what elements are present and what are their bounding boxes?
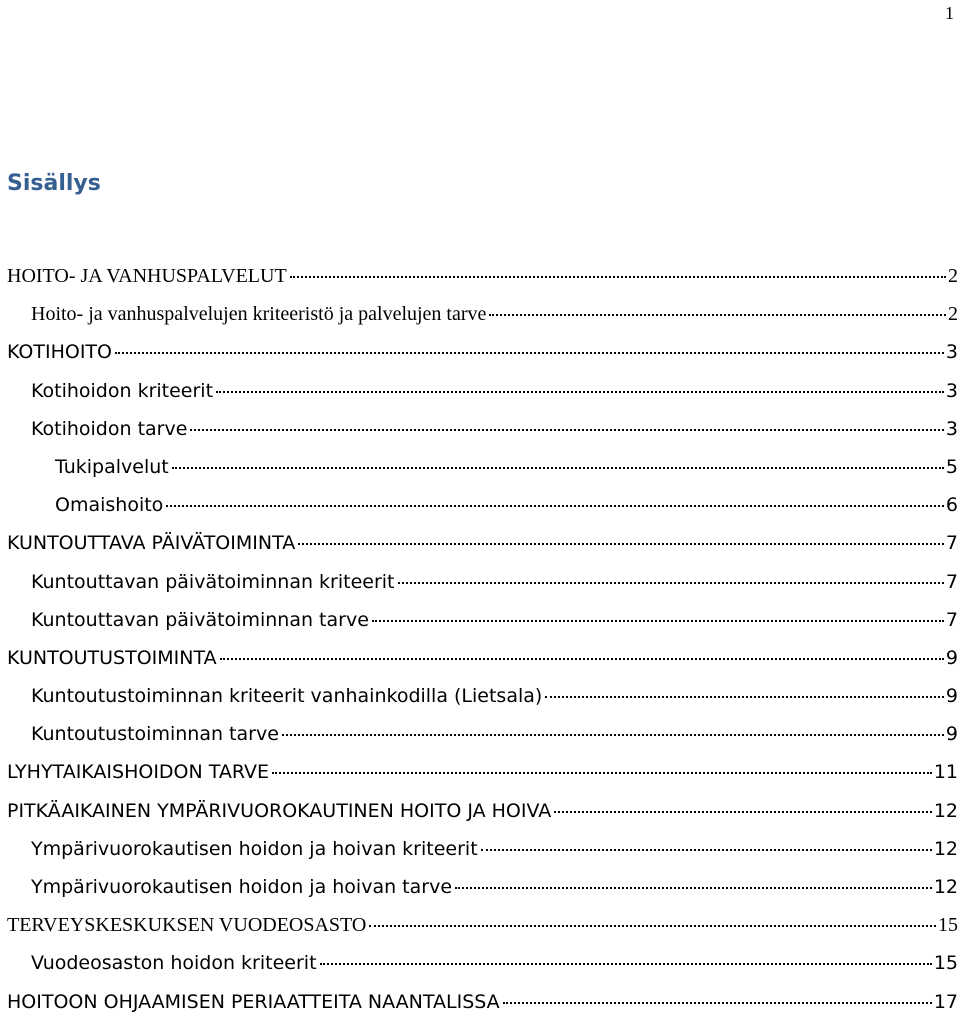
- toc-entry[interactable]: [0, 300, 958, 338]
- dot-leader: [320, 963, 932, 965]
- toc-entry-page[interactable]: 7: [945, 532, 958, 555]
- toc-entry-title[interactable]: PITKÄAIKAINEN YMPÄRIVUOROKAUTINEN HOITO JA HOIVA: [7, 799, 552, 822]
- toc-entry[interactable]: [0, 988, 958, 1026]
- dot-leader: [372, 620, 944, 622]
- toc-entry-page[interactable]: 17: [933, 990, 958, 1013]
- dot-leader: [190, 429, 943, 431]
- page-number: 1: [945, 3, 954, 23]
- toc-entry[interactable]: [0, 949, 958, 987]
- toc-entry-title[interactable]: Kotihoidon tarve: [31, 417, 188, 440]
- toc-entry-page[interactable]: 7: [945, 570, 958, 593]
- toc-entry-title[interactable]: Ympärivuorokautisen hoidon ja hoivan kriteerit: [31, 837, 478, 860]
- dot-leader: [290, 276, 946, 278]
- toc-entry[interactable]: [0, 644, 958, 682]
- dot-leader: [503, 1002, 932, 1004]
- toc-entry-page[interactable]: 9: [945, 685, 958, 708]
- dot-leader: [298, 543, 944, 545]
- dot-leader: [554, 811, 932, 813]
- toc-entry-page[interactable]: 15: [938, 914, 958, 937]
- toc-entry[interactable]: [0, 529, 958, 567]
- toc-entry[interactable]: [0, 377, 958, 415]
- toc-entry-title[interactable]: Kuntoutustoiminnan tarve: [31, 723, 279, 746]
- toc-entry-page[interactable]: 7: [945, 608, 958, 631]
- dot-leader: [481, 849, 932, 851]
- dot-leader: [398, 582, 944, 584]
- toc-heading: Sisällys: [7, 171, 101, 196]
- toc-entry[interactable]: [0, 568, 958, 606]
- toc-entry[interactable]: [0, 682, 958, 720]
- toc-entry-page[interactable]: 2: [948, 303, 958, 326]
- dot-leader: [489, 314, 946, 316]
- toc-entry-title[interactable]: Kuntouttavan päivätoiminnan tarve: [31, 608, 369, 631]
- dot-leader: [115, 352, 944, 354]
- toc-entry[interactable]: [0, 262, 958, 300]
- toc-entry-page[interactable]: 12: [933, 837, 958, 860]
- toc-entry-page[interactable]: 12: [933, 799, 958, 822]
- toc-entry-title[interactable]: HOITOON OHJAAMISEN PERIAATTEITA NAANTALISSA: [7, 990, 500, 1013]
- toc-entry-page[interactable]: 3: [945, 417, 958, 440]
- toc-entry-title[interactable]: Kotihoidon kriteerit: [31, 379, 214, 402]
- toc-entry[interactable]: [0, 720, 958, 758]
- toc-entry-title[interactable]: Kuntouttavan päivätoiminnan kriteerit: [31, 570, 395, 593]
- toc-entry-page[interactable]: 15: [933, 952, 958, 975]
- toc-entry[interactable]: [0, 491, 958, 529]
- dot-leader: [455, 887, 932, 889]
- dot-leader: [172, 467, 944, 469]
- toc-entry[interactable]: [0, 453, 958, 491]
- dot-leader: [545, 696, 944, 698]
- toc-entry-title[interactable]: Tukipalvelut: [55, 455, 169, 478]
- toc-entry-title[interactable]: Omaishoito: [55, 494, 164, 517]
- toc-entry-page[interactable]: 11: [933, 761, 958, 784]
- toc-entry-title[interactable]: KUNTOUTTAVA PÄIVÄTOIMINTA: [7, 532, 296, 555]
- toc-entry-title[interactable]: Vuodeosaston hoidon kriteerit: [31, 952, 317, 975]
- toc-entry[interactable]: [0, 758, 958, 796]
- toc-entry-page[interactable]: 9: [945, 723, 958, 746]
- toc-entry[interactable]: [0, 911, 958, 949]
- toc-entry-title[interactable]: Kuntoutustoiminnan kriteerit vanhainkodilla (Lietsala): [31, 685, 543, 708]
- toc-entry[interactable]: [0, 338, 958, 376]
- toc-entry[interactable]: [0, 606, 958, 644]
- toc-entry-page[interactable]: 3: [945, 341, 958, 364]
- toc-entry[interactable]: [0, 797, 958, 835]
- toc-entry-title[interactable]: TERVEYSKESKUKSEN VUODEOSASTO: [7, 914, 367, 937]
- toc-entry-title[interactable]: KOTIHOITO: [7, 341, 112, 364]
- toc-entry-page[interactable]: 12: [933, 876, 958, 898]
- dot-leader: [369, 925, 936, 927]
- dot-leader: [166, 505, 944, 507]
- toc-entry-title[interactable]: HOITO- JA VANHUSPALVELUT: [7, 265, 287, 287]
- toc-entry-page[interactable]: 9: [945, 646, 958, 669]
- toc-entry-title[interactable]: Hoito- ja vanhuspalvelujen kriteeristö ja palvelujen tarve: [31, 303, 487, 326]
- toc-entry[interactable]: [0, 873, 958, 911]
- toc-entry-title[interactable]: Ympärivuorokautisen hoidon ja hoivan tarve: [31, 876, 453, 898]
- toc-entry-title[interactable]: KUNTOUTUSTOIMINTA: [7, 646, 217, 669]
- table-of-contents: [0, 262, 958, 1026]
- dot-leader: [272, 772, 932, 774]
- toc-entry-page[interactable]: 6: [945, 494, 958, 517]
- dot-leader: [282, 734, 944, 736]
- dot-leader: [216, 391, 944, 393]
- toc-entry[interactable]: [0, 415, 958, 453]
- toc-entry-page[interactable]: 2: [948, 265, 958, 287]
- toc-entry-title[interactable]: LYHYTAIKAISHOIDON TARVE: [7, 761, 270, 784]
- dot-leader: [220, 658, 944, 660]
- toc-entry-page[interactable]: 5: [945, 455, 958, 478]
- toc-entry-page[interactable]: 3: [945, 379, 958, 402]
- toc-entry[interactable]: [0, 835, 958, 873]
